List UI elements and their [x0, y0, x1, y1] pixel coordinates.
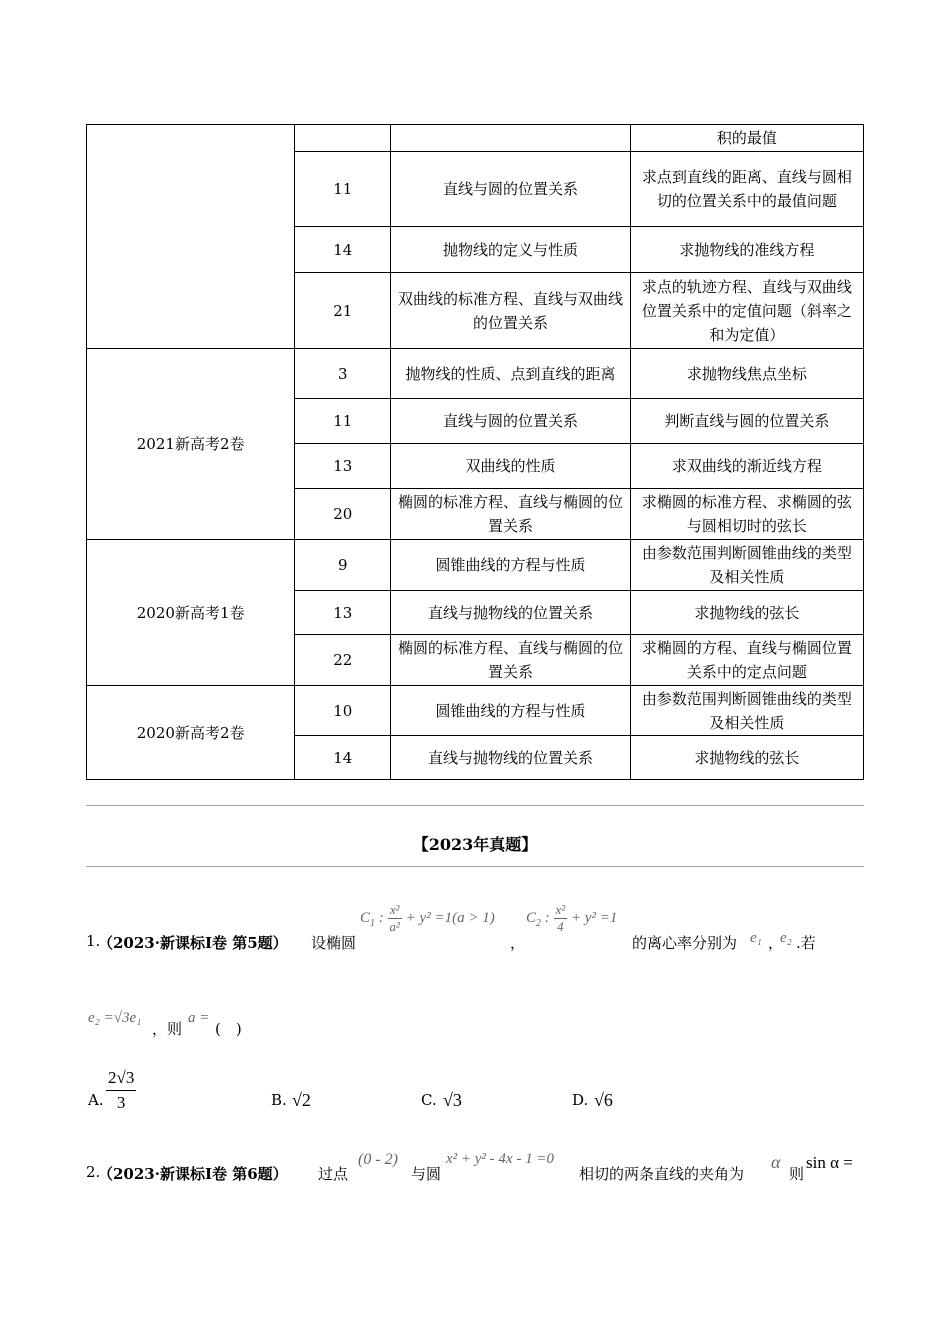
question-number-cell — [295, 125, 391, 152]
question-number-cell: 22 — [295, 635, 391, 686]
q1-number: 1. — [86, 932, 101, 950]
q2-alpha: α — [771, 1152, 781, 1172]
topic-cell: 双曲线的标准方程、直线与双曲线的位置关系 — [391, 273, 630, 349]
c2-subscript: 2 — [536, 917, 542, 929]
content-cell: 求点到直线的距离、直线与圆相切的位置关系中的最值问题 — [630, 152, 863, 227]
q1-comma: ， — [510, 934, 526, 952]
topic-cell: 直线与抛物线的位置关系 — [391, 591, 630, 635]
content-cell: 由参数范围判断圆锥曲线的类型及相关性质 — [630, 540, 863, 591]
content-cell: 求抛物线的准线方程 — [630, 227, 863, 273]
content-cell: 求抛物线焦点坐标 — [630, 349, 863, 399]
c2-frac-den: 4 — [557, 919, 564, 934]
c2-symbol: C — [526, 909, 537, 926]
c1-symbol: C — [360, 909, 371, 926]
q1-source — [98, 932, 288, 953]
exam-cell: 2020新高考1卷 — [87, 540, 295, 686]
option-a-label: A. — [88, 1091, 104, 1109]
c1-subscript: 1 — [370, 917, 376, 929]
q1-ellipse-c2: $C_2$ : $\frac{\text{x²}}{4}$ + y² =1 — [526, 902, 618, 934]
topic-cell: 椭圆的标准方程、直线与椭圆的位置关系 — [391, 489, 630, 540]
question-number-cell: 11 — [295, 152, 391, 227]
q2-text-d: 则 — [789, 1165, 805, 1183]
content-cell: 积的最值 — [630, 125, 863, 152]
option-a-fraction — [106, 1066, 136, 1115]
option-d-label: D. — [572, 1091, 589, 1109]
option-a-num: 2√3 — [106, 1066, 136, 1091]
q2-text-c: 相切的两条直线的夹角为 — [579, 1165, 745, 1183]
q1-sep: ， — [768, 934, 784, 952]
exam-cell: 2020新高考2卷 — [87, 686, 295, 780]
q2-source — [98, 1163, 288, 1184]
exam-cell: 2021新高考2卷 — [87, 349, 295, 540]
q2-circle-equation: x² + y² - 4x - 1 =0 — [446, 1151, 554, 1167]
option-c-label: C. — [421, 1091, 437, 1109]
q2-number: 2. — [86, 1163, 101, 1181]
q1-source-text: （2023·新课标I卷 第5题） — [98, 934, 288, 952]
option-b-value: √2 — [292, 1090, 311, 1110]
table-row — [87, 349, 864, 399]
c1-frac-num: x² — [388, 902, 402, 919]
content-cell: 求椭圆的标准方程、求椭圆的弦与圆相切时的弦长 — [630, 489, 863, 540]
option-d-value: √6 — [594, 1090, 613, 1110]
exam-cell — [87, 125, 295, 349]
q2-text-a: 过点 — [318, 1165, 349, 1183]
question-number-cell: 3 — [295, 349, 391, 399]
content-cell: 求椭圆的方程、直线与椭圆位置关系中的定点问题 — [630, 635, 863, 686]
topic-cell: 抛物线的定义与性质 — [391, 227, 630, 273]
q1-text-b: 的离心率分别为 — [632, 934, 738, 952]
c1-fraction — [388, 902, 402, 935]
content-cell: 求点的轨迹方程、直线与双曲线位置关系中的定值问题（斜率之和为定值） — [630, 273, 863, 349]
c1-frac-den: a² — [389, 919, 400, 934]
content-cell: 求抛物线的弦长 — [630, 591, 863, 635]
question-number-cell: 14 — [295, 227, 391, 273]
c2-tail: + y² =1 — [570, 909, 618, 926]
topic-cell: 直线与抛物线的位置关系 — [391, 736, 630, 780]
table-row — [87, 540, 864, 591]
table-row — [87, 686, 864, 736]
topic-cell — [391, 125, 630, 152]
q1-text-c: .若 — [796, 934, 816, 952]
option-c-value: √3 — [443, 1090, 462, 1110]
q1-text-a: 设椭圆 — [311, 934, 357, 952]
q2-source-text: （2023·新课标I卷 第6题） — [98, 1165, 288, 1183]
topic-cell: 圆锥曲线的方程与性质 — [391, 686, 630, 736]
section-title: 【2023年真题】 — [412, 835, 538, 854]
question-number-cell: 13 — [295, 591, 391, 635]
q1-answer-paren: ( ) — [215, 1020, 242, 1038]
section-divider-top — [86, 805, 864, 806]
topic-cell: 直线与圆的位置关系 — [391, 152, 630, 227]
topic-cell: 抛物线的性质、点到直线的距离 — [391, 349, 630, 399]
c1-tail: + y² =1(a > 1) — [405, 909, 495, 926]
table-row — [87, 125, 864, 152]
q2-point: (0 - 2) — [358, 1151, 398, 1168]
section-divider-bottom — [86, 866, 864, 867]
content-cell: 求抛物线的弦长 — [630, 736, 863, 780]
question-number-cell: 14 — [295, 736, 391, 780]
q1-text-d: ，则 — [152, 1020, 183, 1038]
content-cell: 判断直线与圆的位置关系 — [630, 399, 863, 444]
question-number-cell: 13 — [295, 444, 391, 489]
q1-a-equals: a = — [188, 1010, 210, 1026]
c2-frac-num: x² — [555, 902, 566, 917]
content-cell: 求双曲线的渐近线方程 — [630, 444, 863, 489]
q1-condition: e₂ =√3e₁ — [88, 1010, 142, 1026]
option-b-label: B. — [271, 1091, 287, 1109]
q1-e1: e₁ — [750, 930, 762, 946]
c2-fraction — [554, 902, 568, 935]
q1-e2: e₂ — [780, 930, 792, 946]
topic-cell: 圆锥曲线的方程与性质 — [391, 540, 630, 591]
topic-cell: 直线与圆的位置关系 — [391, 399, 630, 444]
exam-topic-table — [86, 124, 864, 780]
question-number-cell: 20 — [295, 489, 391, 540]
question-number-cell: 10 — [295, 686, 391, 736]
option-a-den: 3 — [116, 1093, 126, 1112]
topic-cell: 椭圆的标准方程、直线与椭圆的位置关系 — [391, 635, 630, 686]
q2-text-b: 与圆 — [411, 1165, 442, 1183]
question-number-cell: 9 — [295, 540, 391, 591]
content-cell: 由参数范围判断圆锥曲线的类型及相关性质 — [630, 686, 863, 736]
question-number-cell: 11 — [295, 399, 391, 444]
q2-sin-alpha: sin α = — [806, 1153, 853, 1172]
question-number-cell: 21 — [295, 273, 391, 349]
q1-ellipse-c1: $C_1$ : $\frac{\text{x²}}{\text{a²}}$ + y² =1(a > 1) — [360, 902, 495, 934]
topic-cell: 双曲线的性质 — [391, 444, 630, 489]
